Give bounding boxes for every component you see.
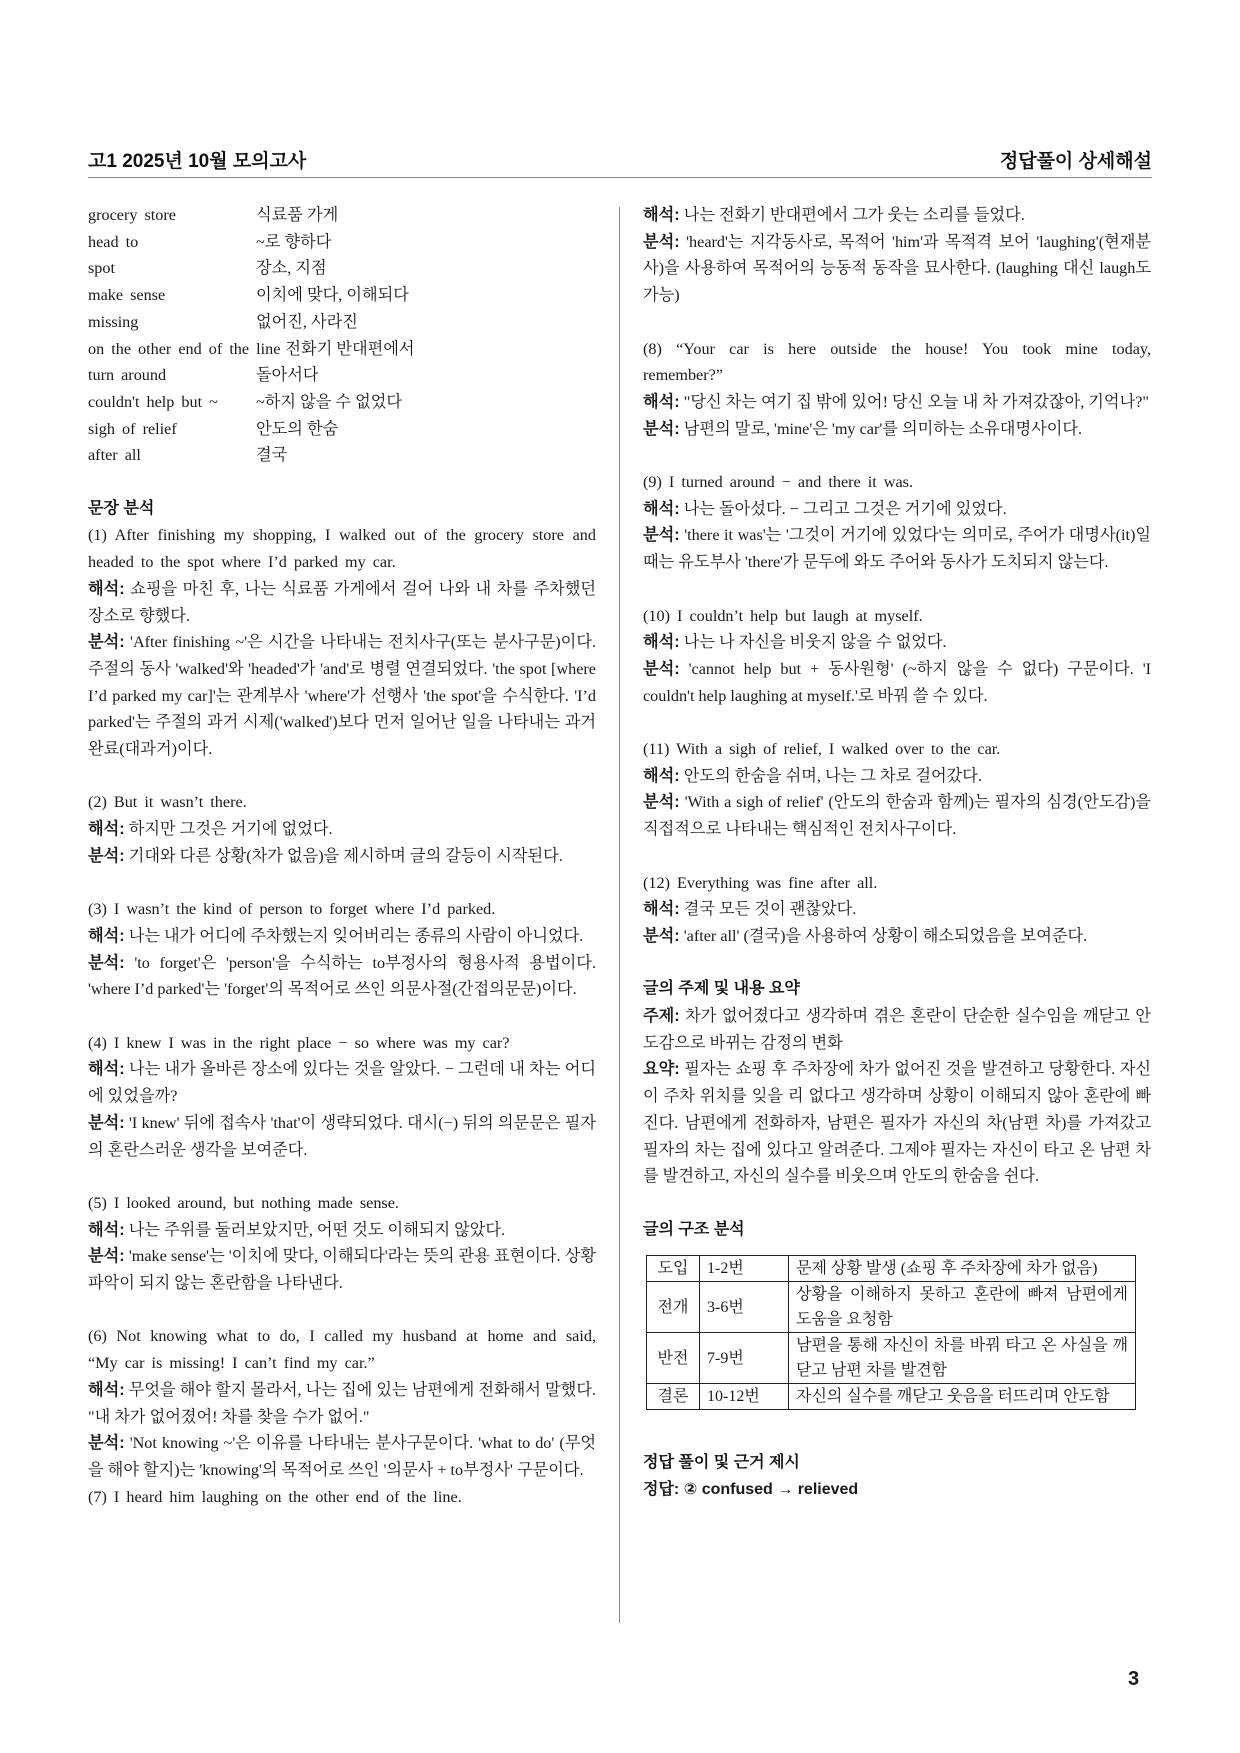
range-cell: 3-6번 (700, 1282, 789, 1333)
range-cell: 7-9번 (700, 1333, 789, 1384)
sentence-translation: 해석: 나는 내가 올바른 장소에 있다는 것을 알았다. − 그런데 내 차는 어디에 있었을까? (88, 1060, 597, 1106)
sentence-block (88, 1030, 596, 1164)
section-title-structure: 글의 구조 분석 (643, 1220, 745, 1238)
sentence-english: (5) I looked around, but nothing made sense. (88, 1193, 399, 1212)
page-header (88, 140, 1152, 178)
sentence-translation: 해석: 나는 주위를 둘러보았지만, 어떤 것도 이해되지 않았다. (88, 1220, 506, 1239)
sentence-translation: 해석: 쇼핑을 마친 후, 나는 식료품 가게에서 걸어 나와 내 차를 주차했던 장소로 향했다. (88, 579, 596, 625)
vocab-item: turn around 돌아서다 (88, 366, 319, 385)
sentence-block (88, 522, 596, 762)
table-row (647, 1256, 1136, 1282)
left-column (88, 202, 596, 1510)
sentence-translation: 해석: 나는 돌아섰다. − 그리고 그것은 거기에 있었다. (643, 499, 1007, 518)
sentence-english: (4) I knew I was in the right place − so where was my car? (88, 1033, 510, 1052)
sentence-translation: 해석: 안도의 한숨을 쉬며, 나는 그 차로 걸어갔다. (643, 766, 982, 785)
range-cell: 1-2번 (700, 1256, 789, 1282)
vocab-item: missing 없어진, 사라진 (88, 312, 358, 331)
spacer (643, 309, 1151, 336)
spacer (88, 1163, 596, 1190)
sentence-english: (6) Not knowing what to do, I called my husband at home and said, “My car is missing! I can’t find my car.” (88, 1327, 596, 1373)
spacer (88, 870, 596, 897)
sentence-english: (1) After finishing my shopping, I walked out of the grocery store and headed to the spot where I’d parked my car. (88, 526, 596, 572)
spacer (643, 1437, 1151, 1450)
sentence-block (643, 336, 1151, 443)
section-title-theme-summary: 글의 주제 및 내용 요약 (643, 980, 800, 998)
answer-value: ② confused → relieved (683, 1480, 859, 1498)
sentence-translation: 해석: 나는 전화기 반대편에서 그가 웃는 소리를 들었다. (643, 206, 1025, 224)
vocab-item: head to ~로 향하다 (88, 232, 332, 251)
sentence-block (643, 870, 1151, 950)
description-cell: 남편을 통해 자신이 차를 바꿔 타고 온 사실을 깨닫고 남편 차를 발견함 (789, 1333, 1136, 1384)
spacer (88, 1003, 596, 1030)
sentence-translation: 해석: 결국 모든 것이 괜찮았다. (643, 900, 857, 919)
sentence-english: (10) I couldn’t help but laugh at myself. (643, 606, 923, 625)
vocab-item: after all 결국 (88, 446, 288, 465)
sentence-analysis: 분석: 'heard'는 지각동사로, 목적어 'him'과 목적격 보어 'laughing'(현재분사)을 사용하여 목적어의 능동적 동작을 묘사한다. (laughing 대신 laugh도 가능) (643, 232, 1151, 305)
section-title-sentence-analysis: 문장 분석 (88, 499, 155, 517)
header-divider (88, 177, 1152, 178)
sentence-english: (8) “Your car is here outside the house! You took mine today, remember?” (643, 339, 1151, 385)
exam-title: 고1 2025년 10월 모의고사 (88, 150, 307, 172)
sentence-translation: 해석: 하지만 그것은 거기에 없었다. (88, 820, 333, 839)
stage-cell: 반전 (647, 1333, 700, 1384)
sentence-analysis: 분석: 'there it was'는 '그것이 거기에 있었다'는 의미로, 주어가 대명사(it)일 때는 유도부사 'there'가 문두에 와도 주어와 동사가 도치되지 않는다. (643, 526, 1152, 572)
summary-text: 요약: 필자는 쇼핑 후 주차장에 차가 없어진 것을 발견하고 당황한다. 자신이 주차 위치를 잊을 리 없다고 생각하며 상황이 이해되지 않아 혼란에 빠진다. 남편에게 전화하자, 남편은 필자가 자신의 차(남편 차)를 가져갔고 필자의 차는 집에 있다고 알려준다. 그제야 필자는 자신이 타고 온 남편 차를 발견하고, 자신의 실수를 비웃으며 안도의 한숨을 쉰다. (643, 1060, 1152, 1186)
sentence-analysis: 분석: 'make sense'는 '이치에 맞다, 이해되다'라는 뜻의 관용 표현이다. 상황 파악이 되지 않는 혼란함을 나타낸다. (88, 1247, 596, 1293)
spacer (643, 1190, 1151, 1217)
section-title-answer: 정답 풀이 및 근거 제시 (643, 1454, 800, 1471)
sentence-block (88, 1323, 596, 1483)
document-subtitle: 정답풀이 상세해설 (999, 150, 1152, 172)
sentence-english: (3) I wasn’t the kind of person to forget where I’d parked. (88, 900, 496, 919)
sentence-block (643, 202, 1151, 309)
sentence-english: (12) Everything was fine after all. (643, 873, 878, 892)
spacer (88, 1297, 596, 1324)
spacer (643, 843, 1151, 870)
range-cell: 10-12번 (700, 1384, 789, 1410)
sentence-analysis: 분석: 'Not knowing ~'은 이유를 나타내는 분사구문이다. 'what to do' (무엇을 해야 할지)는 'knowing'의 목적어로 쓰인 '의문사 + to부정사' 구문이다. (88, 1434, 596, 1479)
sentence-block (88, 1190, 596, 1297)
spacer (643, 709, 1151, 736)
vocab-item: grocery store 식료품 가게 (88, 206, 339, 224)
table-row (647, 1282, 1136, 1333)
sentence-analysis: 분석: 기대와 다른 상황(차가 없음)을 제시하며 글의 갈등이 시작된다. (88, 846, 563, 865)
sentence-analysis: 분석: 'With a sigh of relief' (안도의 한숨과 함께)는 필자의 심경(안도감)을 직접적으로 나타내는 핵심적인 전치사구이다. (643, 793, 1152, 839)
page-number: 3 (1128, 1668, 1140, 1690)
vocab-item: spot 장소, 지점 (88, 259, 327, 278)
spacer (643, 442, 1151, 469)
sentence-block (88, 896, 596, 1003)
sentence-block (88, 789, 596, 869)
sentence-translation: 해석: "당신 차는 여기 집 밖에 있어! 당신 오늘 내 차 가져갔잖아, 기억나?" (643, 392, 1149, 411)
sentence-english: (9) I turned around − and there it was. (643, 473, 914, 491)
spacer (643, 576, 1151, 603)
theme-text: 주제: 차가 없어졌다고 생각하며 겪은 혼란이 단순한 실수임을 깨닫고 안도감으로 바뀌는 감정의 변화 (643, 1007, 1152, 1052)
description-cell: 문제 상황 발생 (쇼핑 후 주차장에 차가 없음) (789, 1256, 1136, 1282)
vocab-item: sigh of relief 안도의 한숨 (88, 419, 339, 438)
spacer (643, 1410, 1151, 1437)
vocab-item: couldn't help but ~ ~하지 않을 수 없었다 (88, 392, 402, 411)
sentence-analysis: 분석: 'cannot help but + 동사원형' (~하지 않을 수 없다) 구문이다. 'I couldn't help laughing at myself.'로 바꿔 쓸 수 있다. (643, 659, 1151, 705)
sentence-translation: 해석: 무엇을 해야 할지 몰라서, 나는 집에 있는 남편에게 전화해서 말했다. "내 차가 없어졌어! 차를 찾을 수가 없어." (88, 1380, 597, 1426)
spacer (88, 469, 596, 496)
table-row (647, 1384, 1136, 1410)
sentence-analysis: 분석: 'to forget'은 'person'을 수식하는 to부정사의 형용사적 용법이다. 'where I’d parked'는 'forget'의 목적어로 쓰인 의문사절(간접의문문)이다. (88, 953, 596, 999)
sentence-block (643, 603, 1151, 710)
spacer (88, 763, 596, 790)
sentence-analysis: 분석: 남편의 말로, 'mine'은 'my car'를 의미하는 소유대명사이다. (643, 419, 1083, 438)
sentence-translation: 해석: 나는 내가 어디에 주차했는지 잊어버리는 종류의 사람이 아니었다. (88, 926, 584, 945)
sentence-block (643, 736, 1151, 843)
structure-table (646, 1255, 1136, 1410)
answer-line: 정답: ② confused → relieved (643, 1480, 859, 1498)
vocab-item: on the other end of the line 전화기 반대편에서 (88, 339, 415, 358)
right-column (643, 202, 1151, 1503)
table-row (647, 1333, 1136, 1384)
sentence-english: (2) But it wasn’t there. (88, 793, 247, 812)
stage-cell: 전개 (647, 1282, 700, 1333)
column-divider (619, 207, 620, 1623)
stage-cell: 도입 (647, 1256, 700, 1282)
sentence-english: (11) With a sigh of relief, I walked over to the car. (643, 740, 1001, 758)
stage-cell: 결론 (647, 1384, 700, 1410)
description-cell: 상황을 이해하지 못하고 혼란에 빠져 남편에게 도움을 요청함 (789, 1282, 1136, 1333)
sentence-analysis: 분석: 'I knew' 뒤에 접속사 'that'이 생략되었다. 대시(−) 뒤의 의문문은 필자의 혼란스러운 생각을 보여준다. (88, 1113, 596, 1159)
sentence-analysis: 분석: 'After finishing ~'은 시간을 나타내는 전치사구(또는 분사구문)이다. 주절의 동사 'walked'와 'headed'가 'and'로 병렬 연결되었다. 'the spot [where I’d parked my car]'는 관계부사 'where'가 선행사 'the spot'을 수식한다. 'I’d parked'는 주절의 과거 시제('walked')보다 먼저 일어난 일을 나타내는 과거완료(대과거)이다. (88, 633, 597, 759)
sentence-block (643, 469, 1151, 576)
vocab-list (88, 202, 596, 469)
spacer (643, 950, 1151, 977)
sentence-english: (7) I heard him laughing on the other end of the line. (88, 1487, 462, 1506)
sentence-analysis: 분석: 'after all' (결국)을 사용하여 상황이 해소되었음을 보여준다. (643, 926, 1088, 945)
sentence-translation: 해석: 나는 나 자신을 비웃지 않을 수 없었다. (643, 633, 947, 652)
vocab-item: make sense 이치에 맞다, 이해되다 (88, 286, 409, 305)
description-cell: 자신의 실수를 깨닫고 웃음을 터뜨리며 안도함 (789, 1384, 1136, 1410)
